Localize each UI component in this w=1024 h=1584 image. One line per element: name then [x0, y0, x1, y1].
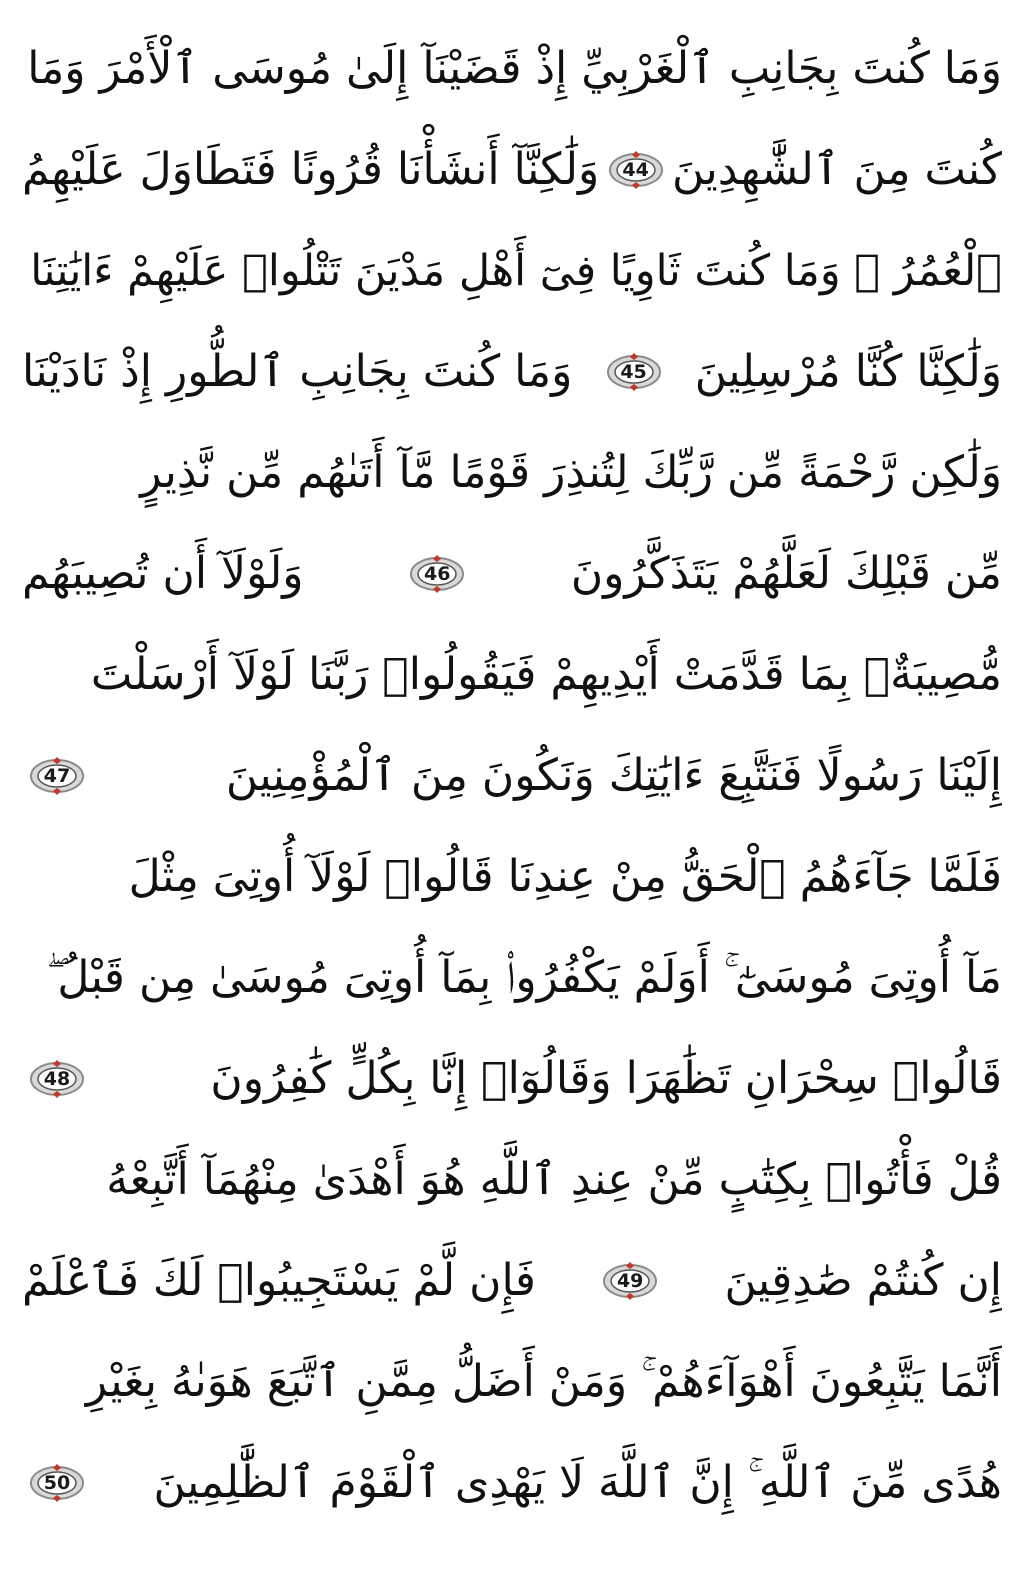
verse-text: وَمَا كُنتَ بِجَانِبِ ٱلْغَرْبِيِّ إِذْ قَضَيْنَآ إِلَىٰ مُوسَى ٱلْأَمْرَ وَمَا	[27, 43, 1002, 94]
text-line	[22, 1028, 1002, 1129]
text-line	[22, 1432, 1002, 1533]
ayah-number-marker	[28, 756, 86, 796]
text-line	[22, 119, 1002, 220]
text-line	[22, 927, 1002, 1028]
text-line	[22, 826, 1002, 927]
verse-text: إِن كُنتُمْ صَٰدِقِينَ	[724, 1255, 1002, 1306]
ayah-number-marker	[28, 1059, 86, 1099]
ayah-number: 50	[43, 1471, 71, 1494]
verse-text: إِلَيْنَا رَسُولًا فَنَتَّبِعَ ءَايَٰتِكَ وَنَكُونَ مِنَ ٱلْمُؤْمِنِينَ	[225, 750, 1002, 801]
ayah-number-marker	[605, 352, 663, 392]
ayah-number: 47	[43, 764, 71, 787]
verse-text: وَلَٰكِنَّا كُنَّا مُرْسِلِينَ	[694, 346, 1002, 397]
ayah-number-marker	[607, 150, 665, 190]
text-line	[22, 624, 1002, 725]
ayah-number: 49	[616, 1269, 644, 1292]
verse-text: قَالُوا۟ سِحْرَانِ تَظَٰهَرَا وَقَالُوٓا۟ إِنَّا بِكُلٍّ كَٰفِرُونَ	[210, 1053, 1002, 1104]
text-line	[22, 725, 1002, 826]
text-line	[22, 18, 1002, 119]
ayah-number: 48	[43, 1067, 71, 1090]
text-line	[22, 1230, 1002, 1331]
ayah-number-marker	[28, 1463, 86, 1503]
verse-text: مُّصِيبَةٌۢ بِمَا قَدَّمَتْ أَيْدِيهِمْ فَيَقُولُوا۟ رَبَّنَا لَوْلَآ أَرْسَلْتَ	[90, 649, 1002, 700]
verse-text: ٱلْعُمُرُ ۚ وَمَا كُنتَ ثَاوِيًا فِىٓ أَهْلِ مَدْيَنَ تَتْلُوا۟ عَلَيْهِمْ ءَايَٰتِنَا	[30, 245, 1002, 296]
verse-text: أَنَّمَا يَتَّبِعُونَ أَهْوَآءَهُمْ ۚ وَمَنْ أَضَلُّ مِمَّنِ ٱتَّبَعَ هَوَىٰهُ بِغَيْرِ	[85, 1356, 1002, 1407]
ayah-number-marker	[408, 554, 466, 594]
verse-text: هُدًى مِّنَ ٱللَّهِ ۚ إِنَّ ٱللَّهَ لَا يَهْدِى ٱلْقَوْمَ ٱلظَّٰلِمِينَ	[153, 1457, 1002, 1508]
verse-text: وَلَٰكِن رَّحْمَةً مِّن رَّبِّكَ لِتُنذِرَ قَوْمًا مَّآ أَتَىٰهُم مِّن نَّذِيرٍ	[140, 447, 1002, 498]
verse-text: وَمَا كُنتَ بِجَانِبِ ٱلطُّورِ إِذْ نَادَيْنَا	[22, 346, 573, 397]
verse-text: مِّن قَبْلِكَ لَعَلَّهُمْ يَتَذَكَّرُونَ	[570, 548, 1002, 599]
ayah-number: 46	[423, 562, 451, 585]
text-line	[22, 523, 1002, 624]
text-line	[22, 422, 1002, 523]
ayah-number: 45	[620, 360, 647, 383]
ayah-number: 44	[622, 158, 649, 181]
verse-text: فَلَمَّا جَآءَهُمُ ٱلْحَقُّ مِنْ عِندِنَا قَالُوا۟ لَوْلَآ أُوتِىَ مِثْلَ	[128, 851, 1002, 902]
text-line	[22, 1331, 1002, 1432]
text-line	[22, 321, 1002, 422]
verse-text: وَلَوْلَآ أَن تُصِيبَهُم	[22, 548, 304, 599]
verse-text: فَإِن لَّمْ يَسْتَجِيبُوا۟ لَكَ فَٱعْلَمْ	[22, 1255, 536, 1306]
verse-text: قُلْ فَأْتُوا۟ بِكِتَٰبٍ مِّنْ عِندِ ٱللَّهِ هُوَ أَهْدَىٰ مِنْهُمَآ أَتَّبِعْهُ	[106, 1154, 1002, 1205]
verse-text: كُنتَ مِنَ ٱلشَّٰهِدِينَ	[671, 144, 1002, 195]
ayah-number-marker	[601, 1261, 659, 1301]
verse-text: مَآ أُوتِىَ مُوسَىٰٓ ۚ أَوَلَمْ يَكْفُرُوا۟ بِمَآ أُوتِىَ مُوسَىٰ مِن قَبْلُ ۖ	[46, 952, 1002, 1003]
text-line	[22, 220, 1002, 321]
text-line	[22, 1129, 1002, 1230]
verse-text: وَلَٰكِنَّآ أَنشَأْنَا قُرُونًا فَتَطَاوَلَ عَلَيْهِمُ	[22, 144, 600, 195]
